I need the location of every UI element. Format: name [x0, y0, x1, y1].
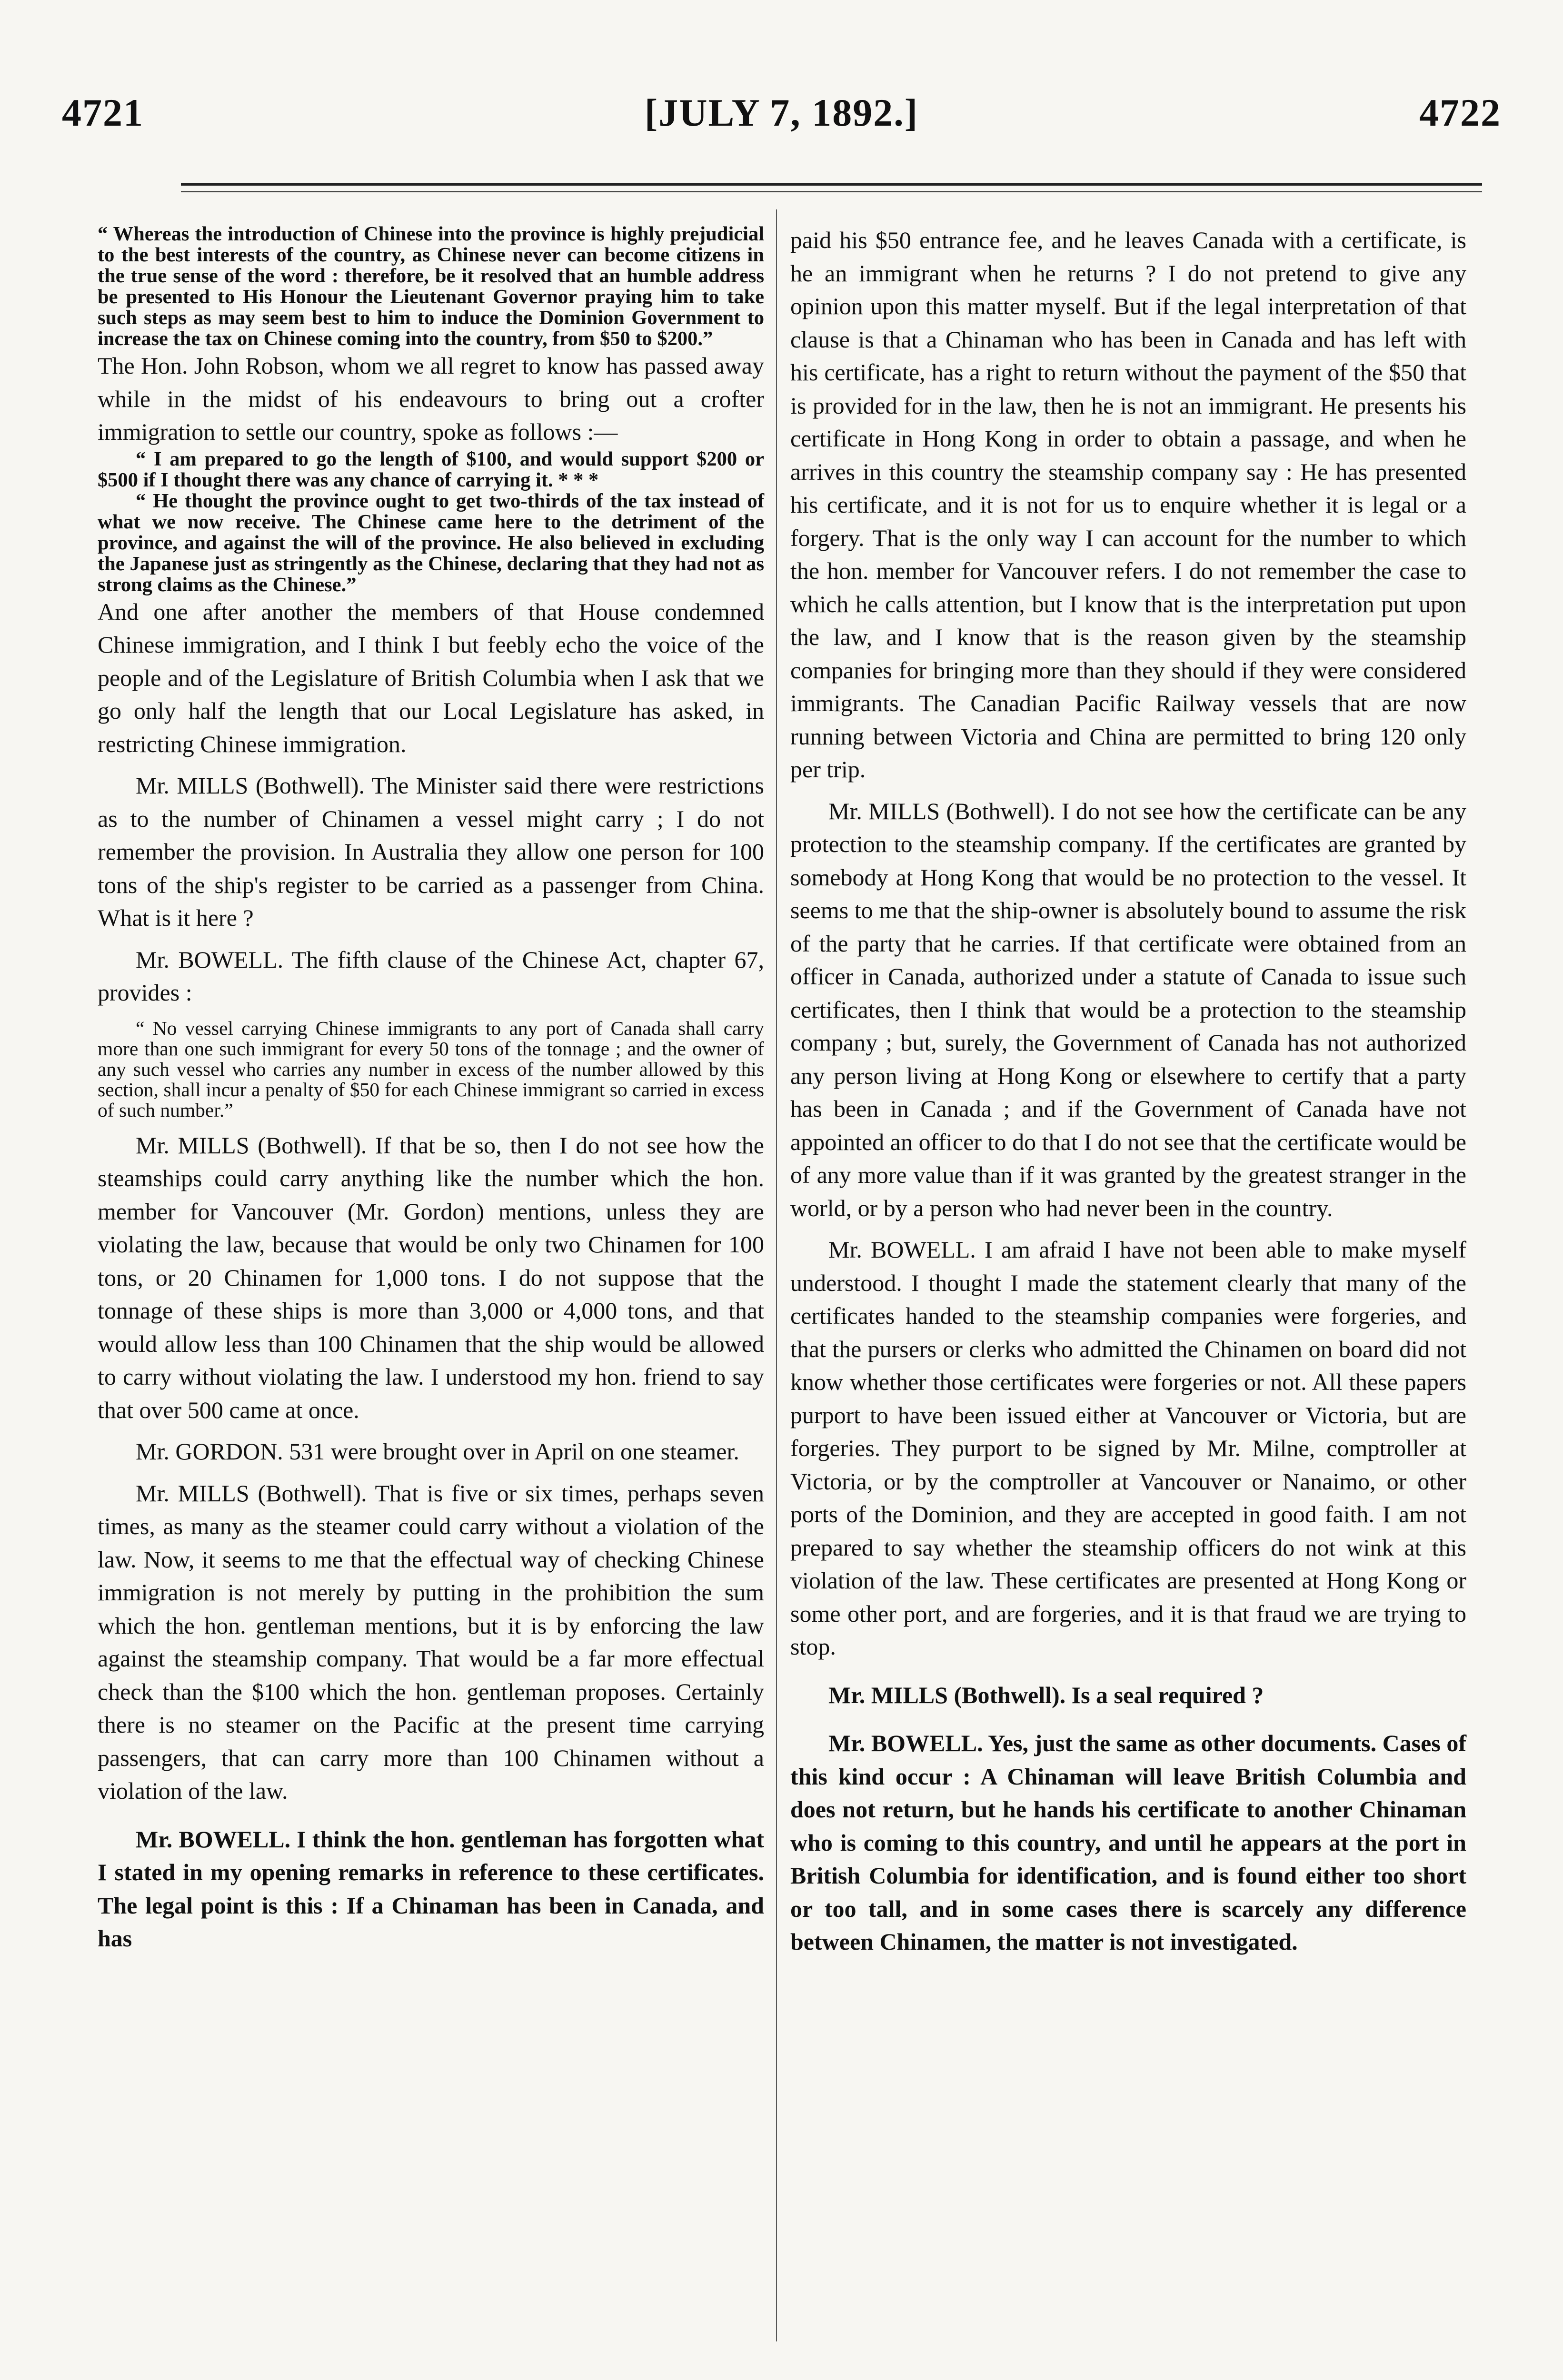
speech-bowell: Mr. BOWELL. Yes, just the same as other documents. Cases of this kind occur : A Chinaman will leave British Columbia and does not return, but he hands his certificate to another Chinaman who is coming to this country, and until he appears at the port in British Columbia for identification, and is found either too short or too tall, and in some cases there is scarcely any difference between Chinamen, the matter is not investigated.	[790, 1730, 1466, 1955]
paragraph: The Hon. John Robson, whom we all regret to know has passed away while in the midst of his endeavours to bring out a crofter immigration to settle our country, spoke as follows :—	[98, 352, 764, 445]
left-column-number: 4721	[62, 91, 144, 134]
right-column	[790, 224, 1466, 1959]
right-column-number: 4722	[1419, 91, 1501, 134]
speech-bowell: Mr. BOWELL. I am afraid I have not been able to make myself understood. I thought I made the statement clearly that many of the certificates handed to the steamship companies were forgeries, and that the pursers or clerks who admitted the Chinamen on board did not know whether those certificates were forgeries or not. All these papers purport to have been issued either at Vancouver or Victoria, but are forgeries. They purport to be signed by Mr. Milne, comptroller at Victoria, or by the comptroller at Vancouver or Nanaimo, or other ports of the Dominion, and they are accepted in good faith. I am not prepared to say whether the steamship officers do not wink at this violation of the law. These certificates are presented at Hong Kong or some other port, and are forgeries, and it is that fraud we are trying to stop.	[790, 1236, 1466, 1660]
resolution-quote: “ Whereas the introduction of Chinese into the province is highly prejudicial to the best interests of the country, as Chinese never can become citizens in the true sense of the word : therefore, be it resolved that an humble address be presented to His Honour the Lieutenant Governor praying him to take such steps as may seem best to him to induce the Dominion Government to increase the tax on Chinese coming into the country, from $50 to $200.”	[98, 223, 764, 350]
speech-mills: Mr. MILLS (Bothwell). That is five or six times, perhaps seven times, as many as the steamer could carry without a violation of the law. Now, it seems to me that the effectual way of checking Chinese immigration is not merely by putting in the prohibition the sum which the hon. gentleman mentions, but it is by enforcing the law against the steamship company. That would be a far more effectual check than the $100 which the hon. gentleman proposes. Certainly there is no steamer on the Pacific at the present time carrying passengers, that can carry more than 100 Chinamen without a violation of the law.	[98, 1479, 764, 1804]
speech-bowell: Mr. BOWELL. I think the hon. gentleman has forgotten what I stated in my opening remarks in reference to these certificates. The legal point is this : If a Chinaman has been in Canada, and has	[98, 1825, 764, 1952]
column-divider	[776, 209, 777, 2341]
page-date: [JULY 7, 1892.]	[644, 91, 919, 134]
robson-quote: “ I am prepared to go the length of $100, and would support $200 or $500 if I thought there was any chance of carrying it. * * *	[98, 447, 764, 491]
speech-mills: Mr. MILLS (Bothwell). Is a seal required ?	[828, 1681, 1264, 1708]
speech-mills: Mr. MILLS (Bothwell). I do not see how the certificate can be any protection to the steamship company. If the certificates are granted by somebody at Hong Kong that would be no protection to the vessel. It seems to me that the ship-owner is absolutely bound to assume the risk of the party that he carries. If that certificate were obtained from an officer in Canada, authorized under a statute of Canada to issue such certificates, then I think that would be a protection to the steamship company ; but, surely, the Government of Canada has not authorized any person living at Hong Kong or elsewhere to certify that a party has been in Canada ; and if the Government of Canada have not appointed an officer to do that I do not see that the certificate would be of any more value than if it was granted by the greatest stranger in the world, or by a person who had never been in the country.	[790, 797, 1466, 1221]
robson-quote-continued: “ He thought the province ought to get two-thirds of the tax instead of what we now receive. The Chinese came here to the detriment of the province, and against the will of the province. He also believed in excluding the Japanese just as stringently as the Chinese, declaring that they had not as strong claims as the Chinese.”	[98, 489, 764, 596]
speech-bowell: Mr. BOWELL. The fifth clause of the Chinese Act, chapter 67, provides :	[98, 946, 764, 1006]
header-rule-thin	[181, 191, 1482, 192]
header-rule-thick	[181, 183, 1482, 186]
paragraph: And one after another the members of that House condemned Chinese immigration, and I think I but feebly echo the voice of the people and of the Legislature of British Columbia when I ask that we go only half the length that our Local Legislature has asked, in restricting Chinese immigration.	[98, 598, 764, 757]
speech-mills: Mr. MILLS (Bothwell). If that be so, then I do not see how the steamships could carry anything like the number which the hon. member for Vancouver (Mr. Gordon) mentions, unless they are violating the law, because that would be only two Chinamen for 100 tons, or 20 Chinamen for 1,000 tons. I do not suppose that the tonnage of these ships is more than 3,000 or 4,000 tons, and that would allow less than 100 Chinamen that the ship would be allowed to carry without violating the law. I understood my hon. friend to say that over 500 came at once.	[98, 1131, 764, 1423]
speech-gordon: Mr. GORDON. 531 were brought over in April on one steamer.	[136, 1438, 739, 1465]
left-column	[98, 224, 764, 1955]
chinese-act-quote: “ No vessel carrying Chinese immigrants to any port of Canada shall carry more than one such immigrant for every 50 tons of the tonnage ; and the owner of any such vessel who carries any number in excess of the number allowed by this section, shall incur a penalty of $50 for each Chinese immigrant so carried in excess of such number.”	[98, 1017, 764, 1121]
paragraph: paid his $50 entrance fee, and he leaves Canada with a certificate, is he an immigrant when he returns ? I do not pretend to give any opinion upon this matter myself. But if the legal interpretation of that clause is that a Chinaman who has been in Canada and has left with his certificate, has a right to return without the payment of the $50 that is provided for in the law, then he is not an immigrant. He presents his certificate in Hong Kong in order to obtain a passage, and when he arrives in this country the steamship company say : He has presented his certificate, and it is not for us to enquire whether it is legal or a forgery. That is the only way I can account for the number to which the hon. member for Vancouver refers. I do not remember the case to which he calls attention, but I know that is the interpretation put upon the law, and I know that is the reason given by the steamship companies for bringing more than they should if they were considered immigrants. The Canadian Pacific Railway vessels that are now running between Victoria and China are permitted to bring 120 only per trip.	[790, 227, 1466, 783]
speech-mills: Mr. MILLS (Bothwell). The Minister said there were restrictions as to the number of Chinamen a vessel might carry ; I do not remember the provision. In Australia they allow one person for 100 tons of the ship's register to be carried as a passenger from China. What is it here ?	[98, 772, 764, 931]
page-header	[48, 90, 1515, 148]
